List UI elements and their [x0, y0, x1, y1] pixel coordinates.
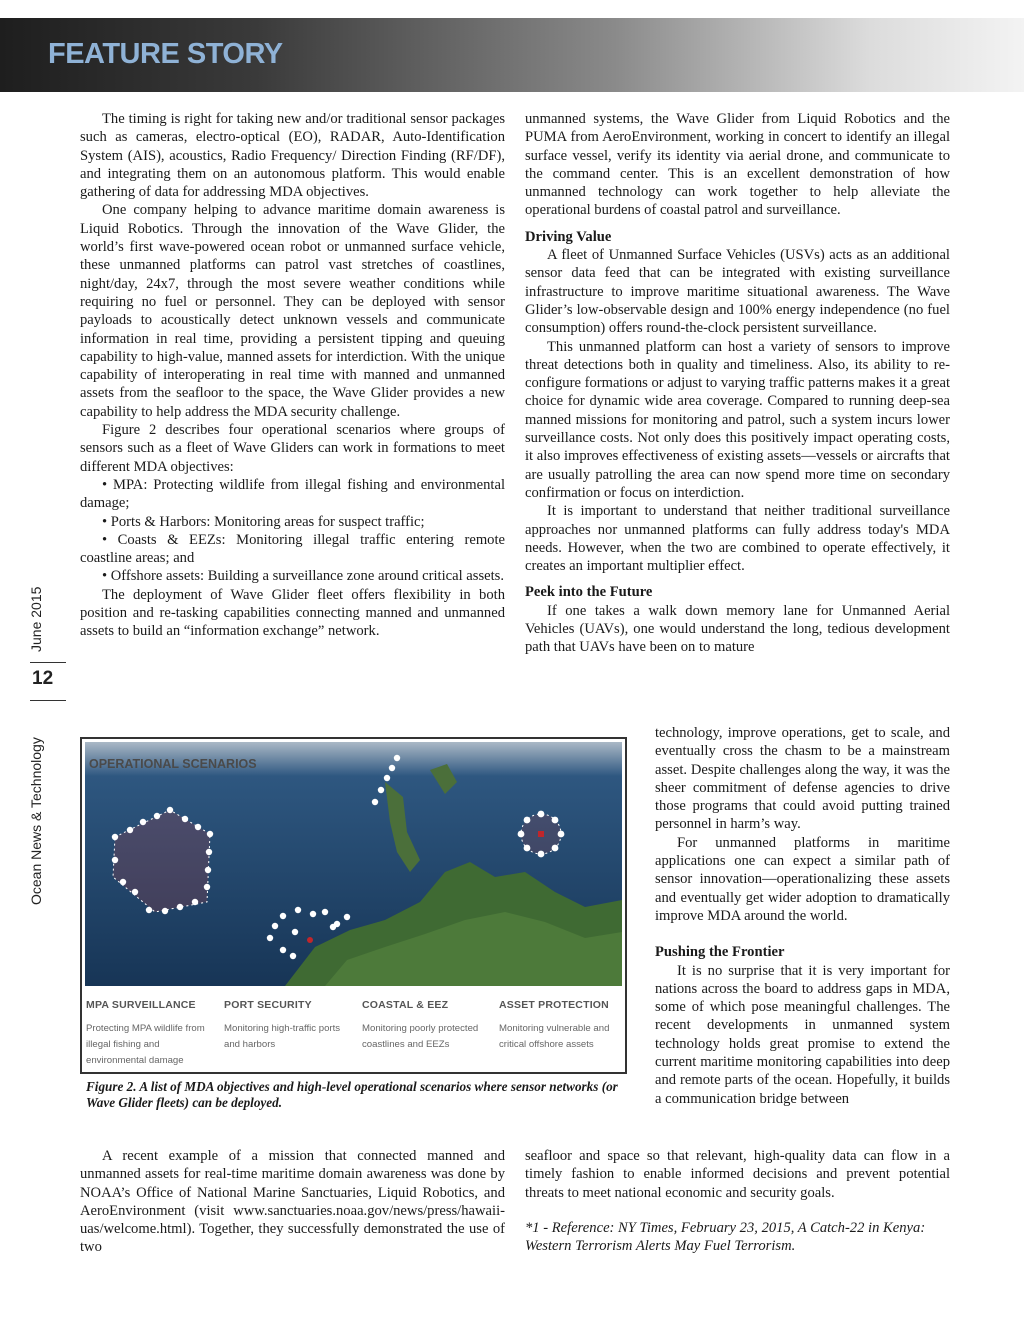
- paragraph: Figure 2 describes four operational scenarios where groups of sensors such as a fleet of Wave Gliders can work in formations to meet different MDA objectives:: [80, 422, 505, 475]
- column-right: [525, 110, 950, 657]
- bullet-item: • Offshore assets: Building a surveillance zone around critical assets.: [102, 568, 504, 585]
- scenario-title: ASSET PROTECTION: [499, 999, 609, 1011]
- figure-operational-scenarios: [80, 737, 627, 1074]
- column-left-bottom: [80, 1147, 505, 1257]
- issue-date-text: June 2015: [28, 586, 44, 652]
- bullet-item: • MPA: Protecting wildlife from illegal fishing and environmental damage;: [80, 476, 505, 512]
- paragraph: seafloor and space so that relevant, high-quality data can flow in a timely fashion to enable informed decisions and prevent potential threats to meet national economic and security goals.: [525, 1148, 950, 1201]
- scenario-map: [85, 742, 622, 986]
- scenario-description: Monitoring vulnerable and critical offshore assets: [499, 1023, 610, 1050]
- paragraph: A recent example of a mission that connected manned and unmanned assets for real-time maritime domain awareness was done by NOAA’s Office of National Marine Sanctuaries, Liquid Robotics, and AeroEnvironment (visit www.sanctuaries.noaa.gov/news/press/hawaii-uas/welcome.html). Together, they successfully demonstrated the use of two: [80, 1148, 505, 1256]
- scenario-asset-protection: [499, 999, 624, 1053]
- paragraph: This unmanned platform can host a variety of sensors to improve threat detections both in quality and timeliness. Also, its ability to re-configure formations or adjust to varying traffic patterns makes it a great choice for dynamic wide area coverage. Compared to running deep-sea manned missions for monitoring and patrol, such a system incurs lower surveillance costs. Not only does this positively impact operating costs, it also improves effectiveness of existing assets—vessels or aircrafts that are usually patrolling the area can now spend more time on secondary confirmation or focus on interdiction.: [525, 338, 950, 501]
- paragraph: unmanned systems, the Wave Glider from Liquid Robotics and the PUMA from AeroEnvironment, working in concert to identify an illegal surface vessel, verify its identity via aerial drone, and communicate to the command center. This is an excellent demonstration of how unmanned technology can work together to help alleviate the operational burdens of coastal patrol and surveillance.: [525, 111, 950, 219]
- offshore-asset: [538, 831, 544, 837]
- publication-name-text: Ocean News & Technology: [28, 737, 44, 905]
- paragraph: It is no surprise that it is very important for nations across the board to address gaps in MDA, some of which pose meaningful challenges. The recent developments in unmanned system technology holds great promise to extend the current maritime monitoring capabilities into deep and remote parts of the ocean. Hopefully, it builds a communication bridge between: [655, 962, 950, 1107]
- paragraph: It is important to understand that neither traditional surveillance approaches nor unmanned platforms can fully address today's MDA needs. However, when the two are combined to operate effectively, it creates an important multiplier effect.: [525, 503, 950, 575]
- bullet-item: • Ports & Harbors: Monitoring areas for suspect traffic;: [102, 513, 425, 530]
- header-banner: [0, 18, 1024, 92]
- scenario-coastal-eez: [362, 999, 487, 1053]
- target-vessel-port: [307, 937, 313, 943]
- page-number: 12: [32, 668, 54, 689]
- scenario-title: MPA SURVEILLANCE: [86, 999, 196, 1011]
- column-right-wrap: [655, 724, 950, 1108]
- paragraph: technology, improve operations, get to scale, and eventually cross the chasm to be a mainstream asset. Despite challenges along the way, it was the sheer commitment of defense agencies to drive those programs that could avoid putting trained personnel in harm’s way.: [655, 725, 950, 833]
- scenario-port-security: [224, 999, 354, 1053]
- bullet-item: • Coasts & EEZs: Monitoring illegal traffic entering remote coastline areas; and: [80, 531, 505, 567]
- section-title: FEATURE STORY: [48, 38, 283, 70]
- scenario-title: PORT SECURITY: [224, 999, 312, 1011]
- column-left: [80, 110, 505, 641]
- page-sidebar: [20, 570, 60, 920]
- column-right-bottom: [525, 1147, 950, 1202]
- footnote: *1 - Reference: NY Times, February 23, 2015, A Catch-22 in Kenya: Western Terrorism Alerts May Fuel Terrorism.: [525, 1220, 926, 1254]
- paragraph: A fleet of Unmanned Surface Vehicles (USVs) acts as an additional sensor data feed that can be integrated with existing surveillance infrastructure to improve maritime situational awareness. The Wave Glider’s low-observable design and 100% energy independence (no fuel consumption) offers round-the-clock persistent surveillance.: [525, 247, 950, 337]
- scenario-description: Monitoring poorly protected coastlines and EEZs: [362, 1023, 479, 1050]
- paragraph: If one takes a walk down memory lane for Unmanned Aerial Vehicles (UAVs), one would understand the long, tedious development path that UAVs have been on to mature: [525, 602, 950, 656]
- paragraph: For unmanned platforms in maritime applications one can expect a similar path of sensor innovation—operationalizing these assets and eventually get wider adoption to dramatically improve MDA around the world.: [655, 834, 950, 924]
- scenario-description: Monitoring high-traffic ports and harbors: [224, 1023, 341, 1050]
- subheading-driving-value: Driving Value: [525, 228, 612, 245]
- divider: [30, 700, 66, 701]
- subheading-peek-future: Peek into the Future: [525, 584, 653, 601]
- paragraph: The deployment of Wave Glider fleet offers flexibility in both position and re-tasking capabilities connecting manned and unmanned assets to build an “information exchange” network.: [80, 586, 505, 640]
- scenario-description: Protecting MPA wildlife from illegal fishing and environmental damage: [86, 1023, 205, 1066]
- subheading-pushing-frontier: Pushing the Frontier: [655, 944, 785, 961]
- paragraph: The timing is right for taking new and/or traditional sensor packages such as cameras, electro-optical (EO), RADAR, Auto-Identification System (AIS), acoustics, Radio Frequency/ Direction Finding (RF/DF), and integrating them on an autonomous platform. This would enable gathering of data for addressing MDA objectives.: [80, 111, 505, 201]
- figure-label: OPERATIONAL SCENARIOS: [89, 757, 257, 771]
- scenario-title: COASTAL & EEZ: [362, 999, 449, 1011]
- paragraph: One company helping to advance maritime domain awareness is Liquid Robotics. Through the innovation of the Wave Glider, the world’s first wave-powered ocean robot or unmanned surface vehicle, these unmanned platforms can patrol vast stretches of coastlines, night/day, 24x7, through the most severe weather conditions while requiring no fuel or personnel. They can be deployed with sensor payloads to acoustically detect unknown vessels and communicate information in real time, providing a persistent tipping and queuing capability to high-value, manned assets for interdiction. With the unique capability of interoperating in real time with manned and unmanned assets from the seafloor to the space, the Wave Glider provides a new capability to help address the MDA security challenge.: [80, 202, 505, 420]
- figure-caption: Figure 2. A list of MDA objectives and high-level operational scenarios where sensor networks (or Wave Glider fleets) can be deployed.: [86, 1079, 618, 1110]
- issue-date: [28, 570, 48, 658]
- scenario-mpa-surveillance: [86, 999, 216, 1069]
- divider: [30, 662, 66, 663]
- publication-name: [28, 720, 48, 910]
